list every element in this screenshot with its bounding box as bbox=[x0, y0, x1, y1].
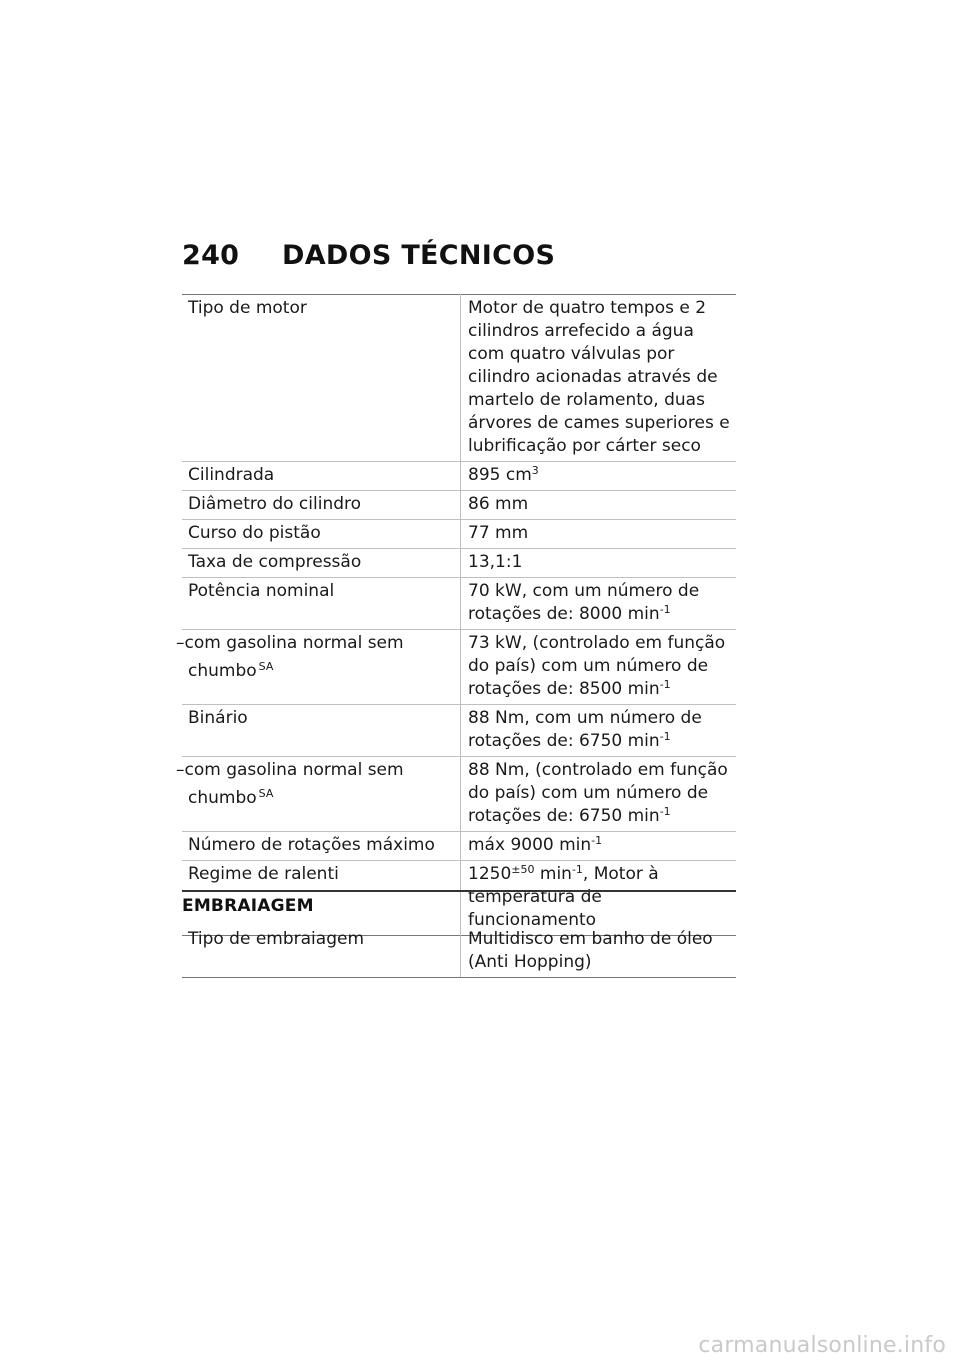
table-row bbox=[182, 578, 736, 630]
row-label: Diâmetro do cilindro bbox=[182, 491, 461, 520]
superscript: ±50 bbox=[511, 863, 535, 876]
row-label: Número de rotações máximo bbox=[182, 832, 461, 861]
page-title: DADOS TÉCNICOS bbox=[282, 240, 556, 271]
row-label: Tipo de embraiagem bbox=[182, 926, 461, 978]
table-row bbox=[182, 630, 736, 705]
sa-badge: SA bbox=[258, 660, 274, 673]
row-value: 88 Nm, (controlado em função do país) com um número de rotações de: 6750 $\min^{-1}$ bbox=[461, 757, 737, 832]
row-label: Potência nominal bbox=[182, 578, 461, 630]
row-value: máx 9000 $\min^{-1}$ bbox=[461, 832, 737, 861]
superscript: -1 bbox=[659, 603, 671, 616]
page-number: 240 bbox=[182, 240, 240, 271]
row-value: 895 $cm^3$ bbox=[461, 462, 737, 491]
table-row bbox=[182, 832, 736, 861]
row-value: 77 mm bbox=[461, 520, 737, 549]
row-label: Regime de ralenti bbox=[182, 861, 461, 936]
row-value: $1250^{\pm 50}$ $\min^{-1}$, Motor à temperatura de funcionamento bbox=[461, 861, 737, 936]
superscript: -1 bbox=[659, 805, 671, 818]
section-heading: EMBRAIAGEM bbox=[182, 896, 314, 916]
watermark: carmanualsonline.info bbox=[698, 1333, 946, 1358]
table-row bbox=[182, 295, 736, 462]
row-value: 73 kW, (controlado em função do país) com um número de rotações de: 8500 $\min^{-1}$ bbox=[461, 630, 737, 705]
row-label: Binário bbox=[182, 705, 461, 757]
table-row bbox=[182, 491, 736, 520]
table-row bbox=[182, 757, 736, 832]
row-label: Taxa de compressão bbox=[182, 549, 461, 578]
sa-badge: SA bbox=[258, 787, 274, 800]
table-row bbox=[182, 549, 736, 578]
table-row bbox=[182, 520, 736, 549]
row-value: Multidisco em banho de óleo (Anti Hopping) bbox=[461, 926, 737, 978]
row-label: Cilindrada bbox=[182, 462, 461, 491]
row-value: 70 kW, com um número de rotações de: 8000 $\min^{-1}$ bbox=[461, 578, 737, 630]
superscript: 3 bbox=[531, 464, 539, 477]
row-value: 88 Nm, com um número de rotações de: 6750 $\min^{-1}$ bbox=[461, 705, 737, 757]
page-header bbox=[182, 240, 742, 284]
row-label: Tipo de motor bbox=[182, 295, 461, 462]
section-divider bbox=[182, 890, 736, 892]
table-row bbox=[182, 462, 736, 491]
row-label: Curso do pistão bbox=[182, 520, 461, 549]
superscript: -1 bbox=[659, 730, 671, 743]
row-label: –com gasolina normal sem chumbo $^{SA}$ bbox=[182, 757, 461, 832]
superscript: -1 bbox=[591, 834, 603, 847]
superscript: -1 bbox=[571, 863, 583, 876]
superscript: -1 bbox=[659, 678, 671, 691]
clutch-spec-table bbox=[182, 926, 736, 978]
table-row bbox=[182, 926, 736, 978]
row-value: Motor de quatro tempos e 2 cilindros arrefecido a água com quatro válvulas por cilindro acionadas através de martelo de rolamento, duas árvores de cames superiores e lubrificação por cárter seco bbox=[461, 295, 737, 462]
engine-spec-table bbox=[176, 294, 736, 936]
row-value: 13,1:1 bbox=[461, 549, 737, 578]
row-value: 86 mm bbox=[461, 491, 737, 520]
table-row bbox=[182, 705, 736, 757]
row-label: –com gasolina normal sem chumbo $^{SA}$ bbox=[182, 630, 461, 705]
